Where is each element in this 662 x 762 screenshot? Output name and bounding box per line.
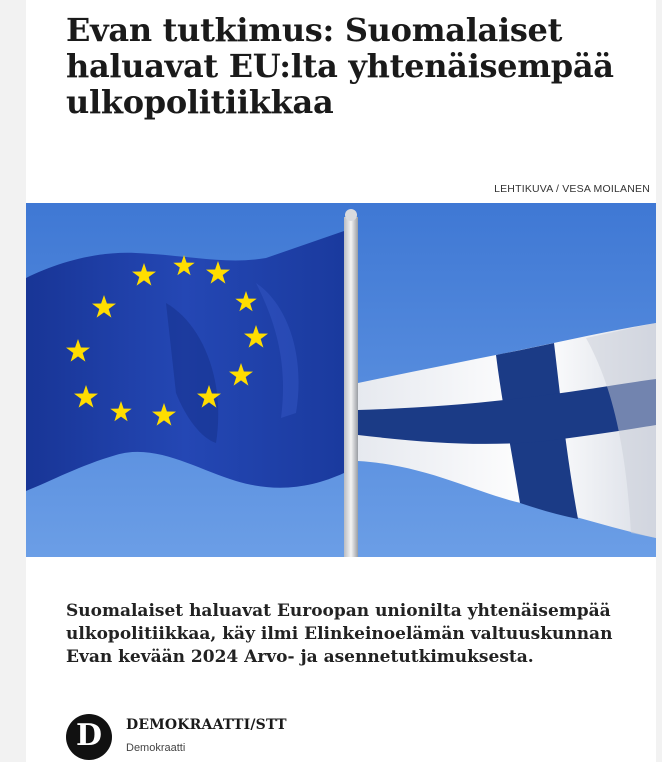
author-byline xyxy=(66,714,626,760)
article-lead: Suomalaiset haluavat Euroopan unionilta yhtenäisempää ulkopolitiikkaa, käy ilmi Elinkeinoelämän valtuuskunnan Evan kevään 2024 Arvo- ja asennetutkimuksesta. xyxy=(66,601,613,667)
author-avatar-letter: D xyxy=(75,718,102,753)
author-avatar[interactable] xyxy=(66,714,112,760)
hero-image[interactable] xyxy=(26,203,656,557)
author-name[interactable]: DEMOKRAATTI/STT xyxy=(126,717,287,733)
eu-flag xyxy=(26,231,344,491)
article-page xyxy=(26,0,656,762)
flag-pole xyxy=(344,217,358,557)
photo-credit: LEHTIKUVA / VESA MOILANEN xyxy=(494,183,650,195)
author-organization: Demokraatti xyxy=(126,742,186,754)
page-title: Evan tutkimus: Suomalaiset haluavat EU:lta yhtenäisempää ulkopolitiikkaa xyxy=(66,11,614,121)
flag-pole-finial xyxy=(345,209,357,221)
